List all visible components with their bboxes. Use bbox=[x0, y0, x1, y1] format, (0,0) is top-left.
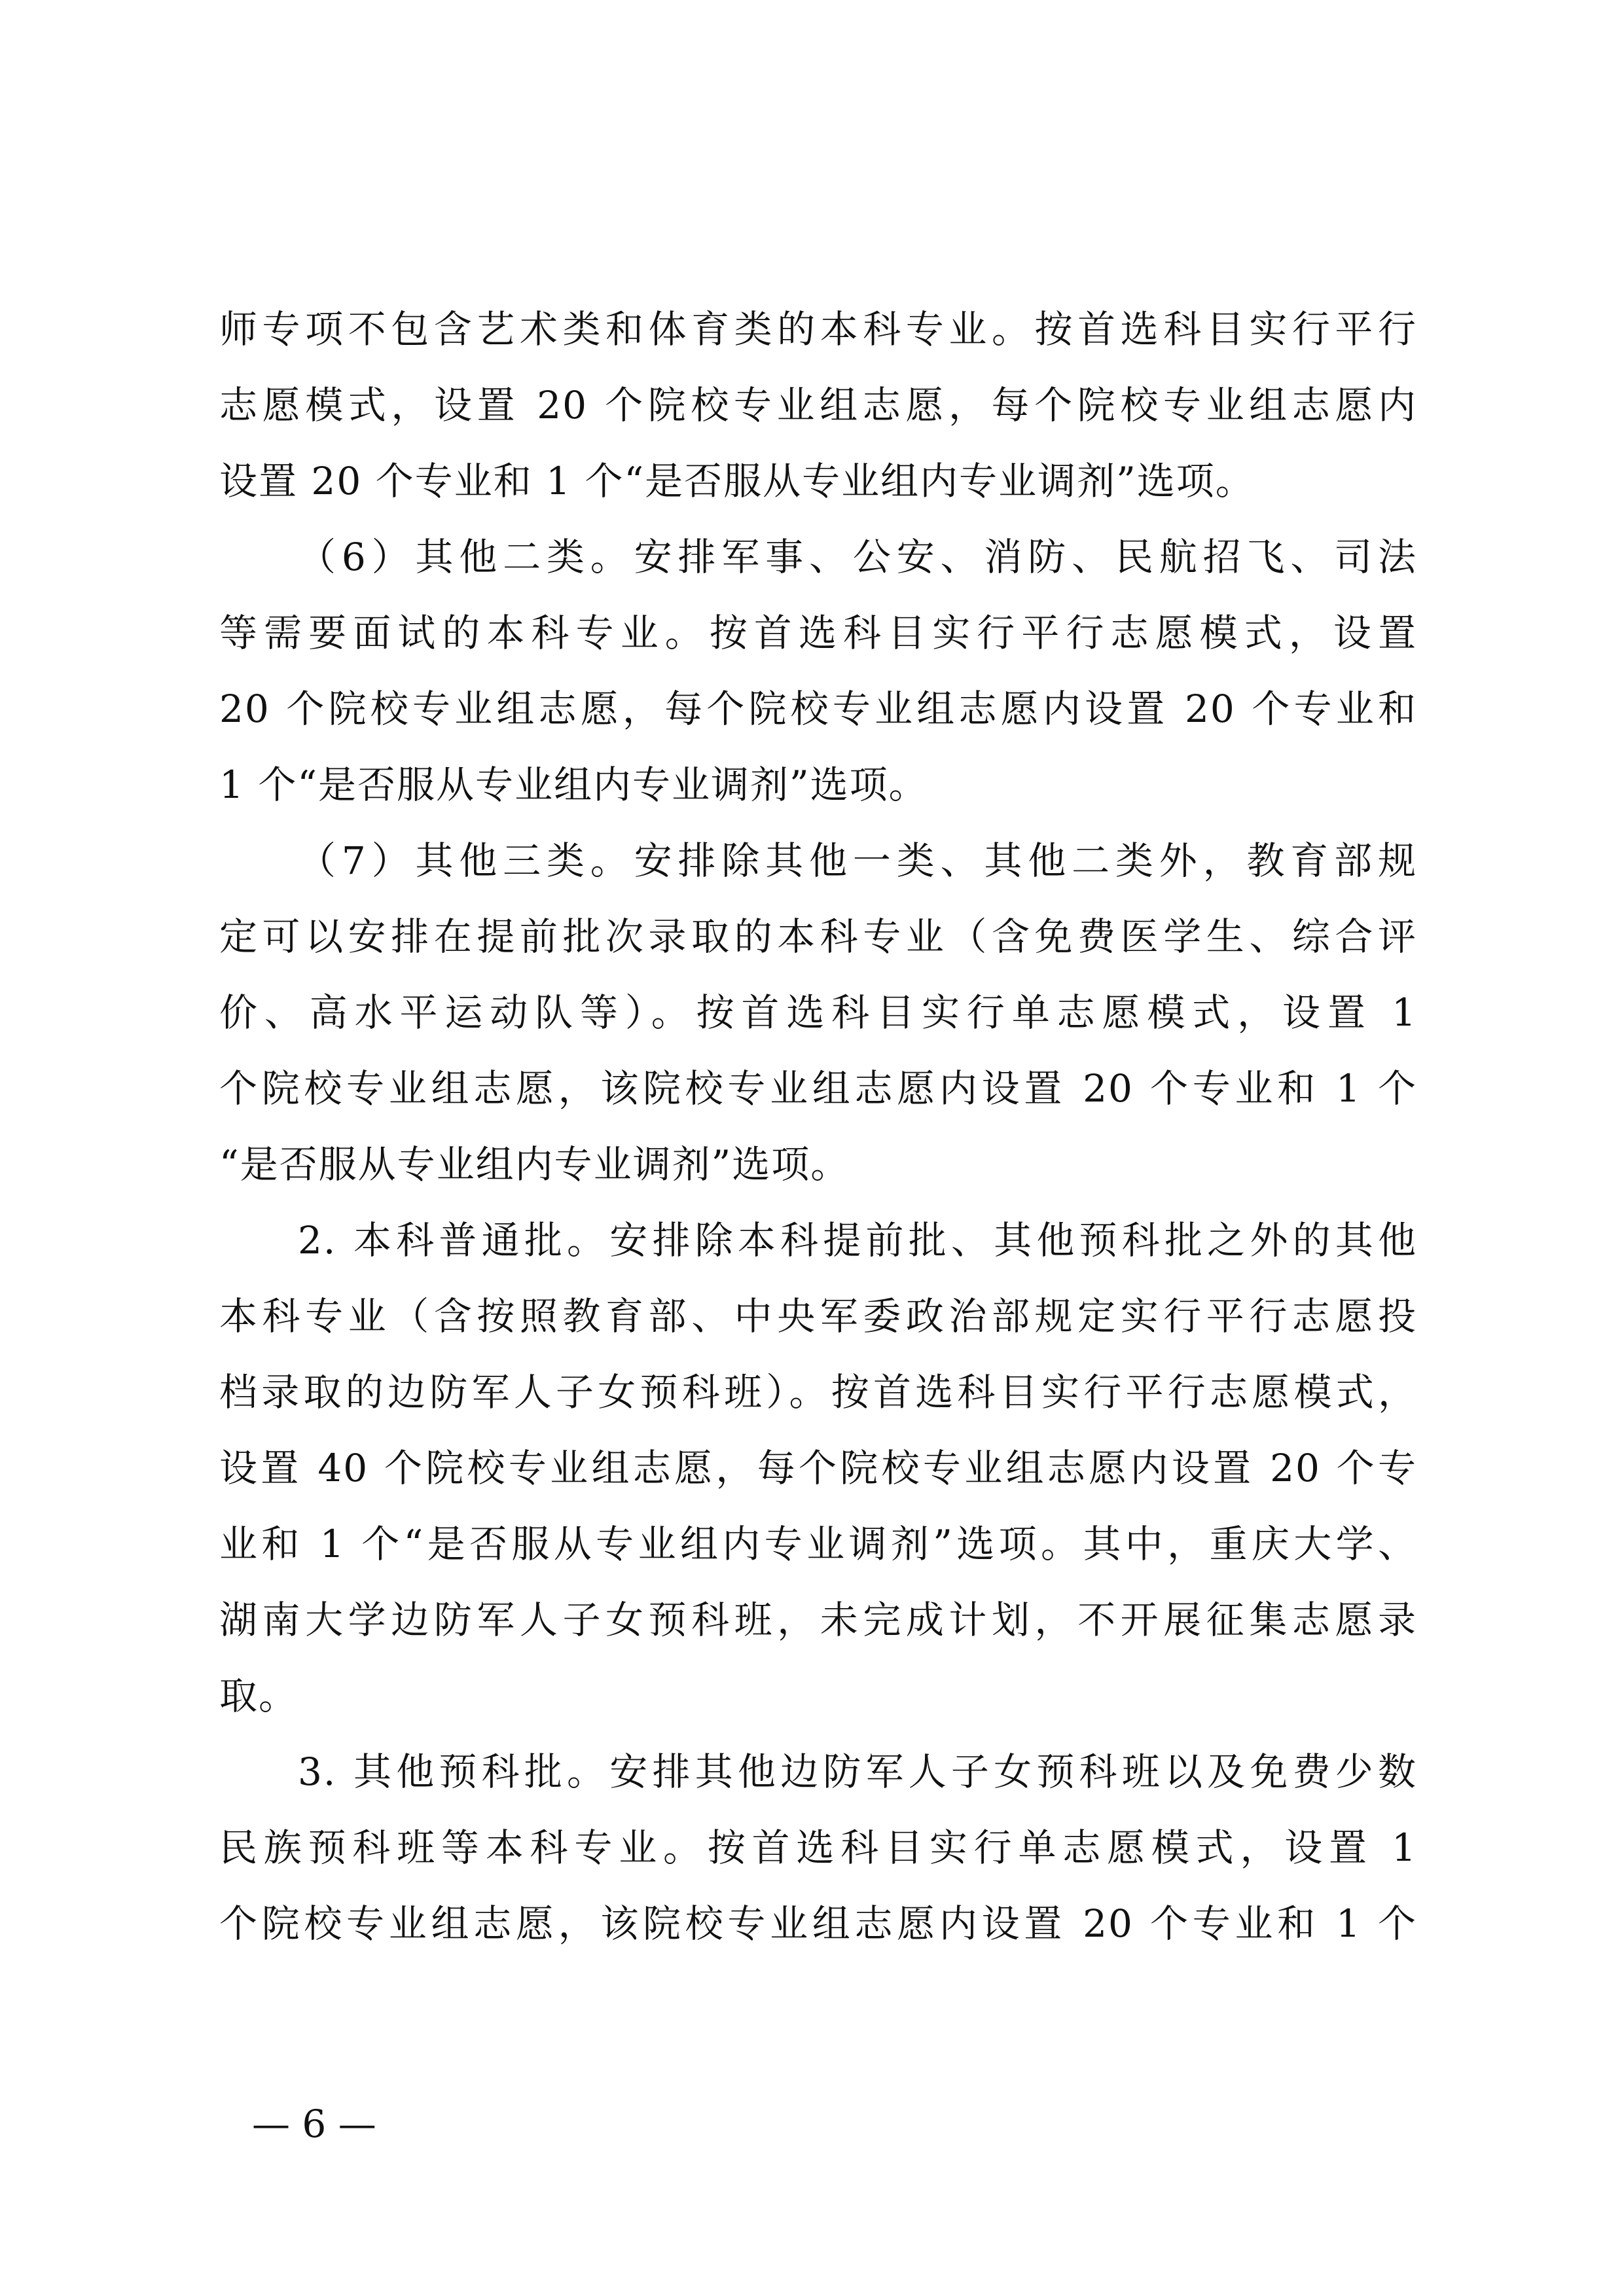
text-line-11: 个院校专业组志愿，该院校专业组志愿内设置 20 个专业和 1 个 bbox=[219, 1066, 1417, 1111]
text-line-18: 湖南大学边防军人子女预科班，未完成计划，不开展征集志愿录 bbox=[219, 1598, 1417, 1642]
text-line-1: 师专项不包含艺术类和体育类的本科专业。按首选科目实行平行 bbox=[219, 307, 1417, 351]
text-line-20: 3. 其他预科批。安排其他边防军人子女预科班以及免费少数 bbox=[298, 1749, 1417, 1794]
text-line-19: 取。 bbox=[219, 1674, 298, 1718]
text-line-15: 档录取的边防军人子女预科班）。按首选科目实行平行志愿模式， bbox=[219, 1370, 1417, 1414]
text-line-16: 设置 40 个院校专业组志愿，每个院校专业组志愿内设置 20 个专 bbox=[219, 1446, 1417, 1490]
text-line-14: 本科专业（含按照教育部、中央军委政治部规定实行平行志愿投 bbox=[219, 1294, 1417, 1338]
text-line-7: 1 个“是否服从专业组内专业调剂”选项。 bbox=[219, 762, 928, 807]
text-line-22: 个院校专业组志愿，该院校专业组志愿内设置 20 个专业和 1 个 bbox=[219, 1901, 1417, 1946]
text-line-4: （6）其他二类。安排军事、公安、消防、民航招飞、司法 bbox=[298, 535, 1417, 579]
text-line-13: 2. 本科普通批。安排除本科提前批、其他预科批之外的其他 bbox=[298, 1218, 1417, 1263]
page-number: — 6 — bbox=[252, 2102, 376, 2146]
text-line-10: 价、高水平运动队等）。按首选科目实行单志愿模式，设置 1 bbox=[219, 990, 1417, 1035]
text-line-2: 志愿模式，设置 20 个院校专业组志愿，每个院校专业组志愿内 bbox=[219, 383, 1417, 427]
text-line-5: 等需要面试的本科专业。按首选科目实行平行志愿模式，设置 bbox=[219, 611, 1417, 655]
text-line-21: 民族预科班等本科专业。按首选科目实行单志愿模式，设置 1 bbox=[219, 1825, 1417, 1870]
text-line-3: 设置 20 个专业和 1 个“是否服从专业组内专业调剂”选项。 bbox=[219, 459, 1255, 503]
text-line-12: “是否服从专业组内专业调剂”选项。 bbox=[219, 1142, 850, 1187]
text-line-6: 20 个院校专业组志愿，每个院校专业组志愿内设置 20 个专业和 bbox=[219, 687, 1417, 731]
text-line-8: （7）其他三类。安排除其他一类、其他二类外，教育部规 bbox=[298, 838, 1417, 883]
text-line-9: 定可以安排在提前批次录取的本科专业（含免费医学生、综合评 bbox=[219, 914, 1417, 959]
text-line-17: 业和 1 个“是否服从专业组内专业调剂”选项。其中，重庆大学、 bbox=[219, 1522, 1417, 1566]
